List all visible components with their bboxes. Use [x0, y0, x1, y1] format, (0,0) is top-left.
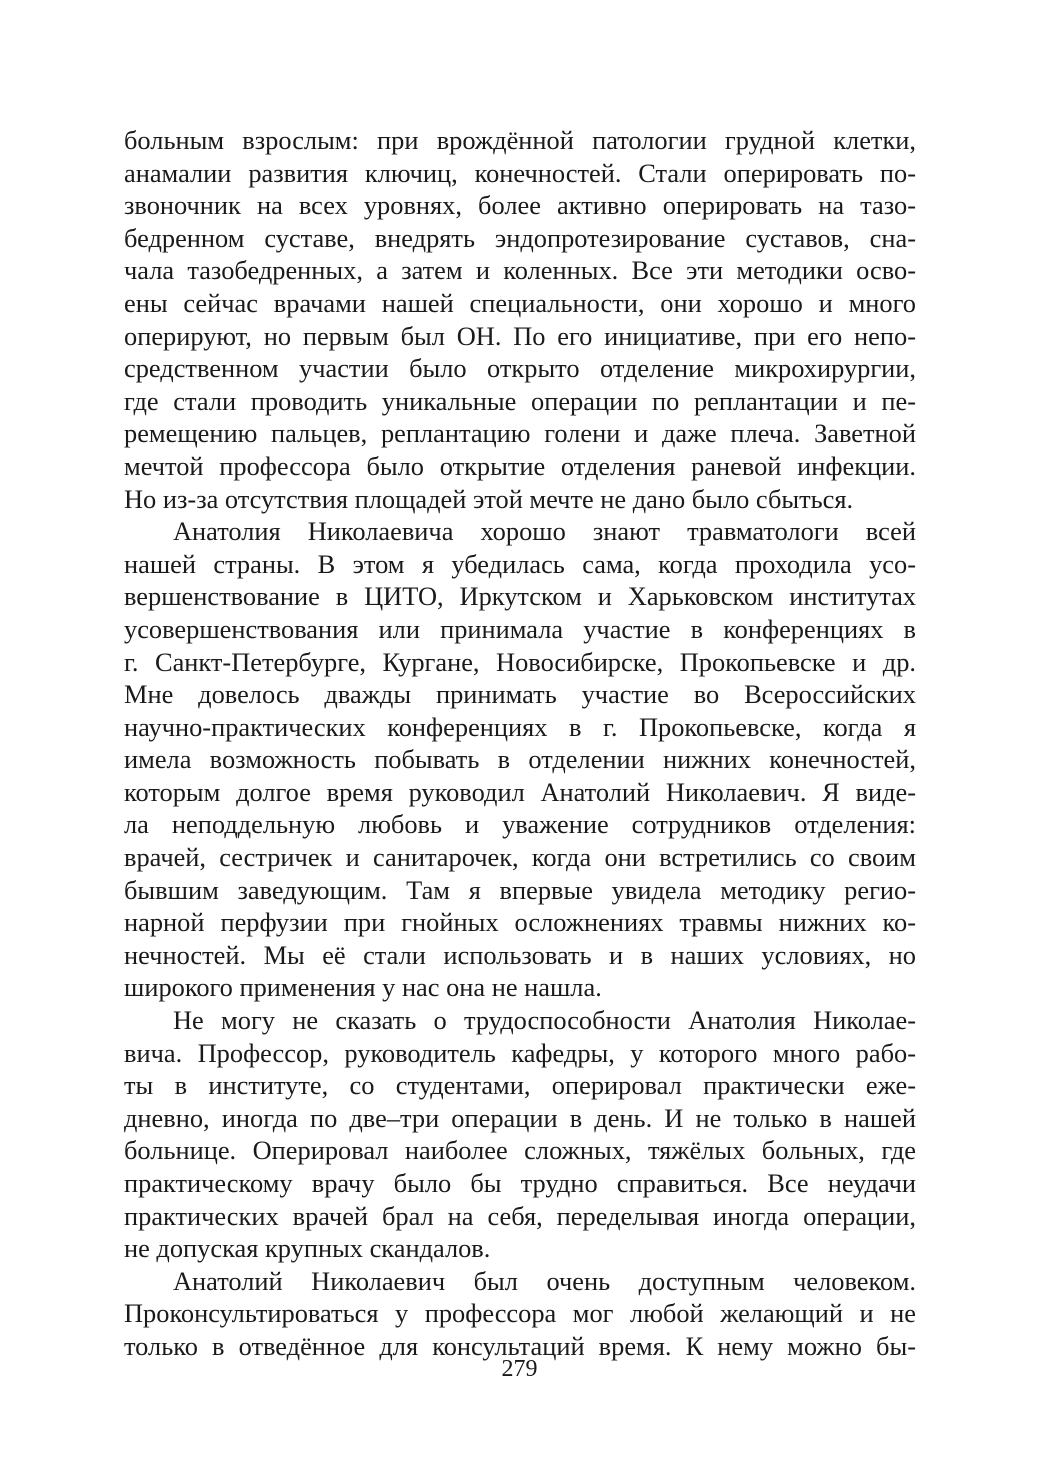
text-line: Не могу не сказать о трудоспособности Анатолия Николае-	[173, 1005, 916, 1036]
text-line: бедренном суставе, внедрять эндопротезирование суставов, сна-	[124, 222, 916, 253]
text-line: нечностей. Мы её стали использовать и в наших условиях, но	[124, 939, 916, 970]
text-line: усовершенствования или принимала участие в конференциях в	[124, 613, 916, 644]
text-line: Анатолия Николаевича хорошо знают травматологи всей	[173, 516, 916, 547]
text-line: бывшим заведующим. Там я впервые увидела методику регио-	[124, 874, 916, 905]
text-line: широкого применения у нас она не нашла.	[124, 972, 602, 1003]
text-line: ремещению пальцев, реплантацию голени и даже плеча. Заветной	[124, 418, 916, 449]
text-line: вича. Профессор, руководитель кафедры, у которого много рабо-	[124, 1037, 916, 1068]
text-line: практическому врачу было бы трудно справиться. Все неудачи	[124, 1168, 916, 1198]
text-line: г. Санкт-Петербурге, Кургане, Новосибирске, Прокопьевске и др.	[124, 646, 916, 677]
text-line: практических врачей брал на себя, переделывая иногда операции,	[124, 1200, 916, 1231]
paragraph	[124, 515, 916, 1004]
text-line: ла неподдельную любовь и уважение сотрудников отделения:	[124, 809, 916, 840]
paragraph	[124, 1265, 916, 1363]
text-line: анамалии развития ключиц, конечностей. Стали оперировать по-	[124, 157, 916, 188]
text-line: Анатолий Николаевич был очень доступным человеком.	[173, 1265, 916, 1296]
text-line: вершенствование в ЦИТО, Иркутском и Харьковском институтах	[124, 581, 916, 612]
text-line: больным взрослым: при врождённой патологии грудной клетки,	[124, 125, 916, 155]
paragraph	[124, 1004, 916, 1265]
paragraph	[124, 124, 916, 515]
text-line: только в отведённое для консультаций время. К нему можно бы-	[124, 1330, 916, 1361]
text-line: ены сейчас врачами нашей специальности, они хорошо и много	[124, 287, 916, 318]
text-line: Проконсультироваться у профессора мог любой желающий и не	[124, 1298, 916, 1329]
text-line: которым долгое время руководил Анатолий Николаевич. Я виде-	[124, 776, 916, 807]
text-line: больнице. Оперировал наиболее сложных, тяжёлых больных, где	[124, 1135, 916, 1166]
text-line: научно-практических конференциях в г. Прокопьевске, когда я	[124, 711, 916, 742]
text-line: чала тазобедренных, а затем и коленных. Все эти методики осво-	[124, 255, 916, 286]
text-line: Мне довелось дважды принимать участие во Всероссийских	[124, 679, 916, 710]
text-line: где стали проводить уникальные операции по реплантации и пе-	[124, 385, 916, 416]
text-line: ты в институте, со студентами, оперировал практически еже-	[124, 1070, 916, 1101]
text-line: имела возможность побывать в отделении нижних конечностей,	[124, 744, 916, 775]
text-line: врачей, сестричек и санитарочек, когда они встретились со своим	[124, 842, 916, 873]
text-line: дневно, иногда по две–три операции в день. И не только в нашей	[124, 1102, 916, 1133]
text-line: нарной перфузии при гнойных осложнениях травмы нижних ко-	[124, 907, 916, 938]
text-line: мечтой профессора было открытие отделения раневой инфекции.	[124, 450, 916, 481]
text-line: не допуская крупных скандалов.	[124, 1233, 491, 1264]
body-text	[124, 124, 916, 1363]
text-line: Но из-за отсутствия площадей этой мечте не дано было сбыться.	[124, 483, 854, 514]
text-line: средственном участии было открыто отделение микрохирургии,	[124, 353, 916, 384]
text-line: звоночник на всех уровнях, более активно оперировать на тазо-	[124, 190, 916, 221]
page-number: 279	[501, 1356, 538, 1382]
text-line: оперируют, но первым был ОН. По его инициативе, при его непо-	[124, 320, 916, 351]
text-line: нашей страны. В этом я убедилась сама, когда проходила усо-	[124, 548, 916, 579]
